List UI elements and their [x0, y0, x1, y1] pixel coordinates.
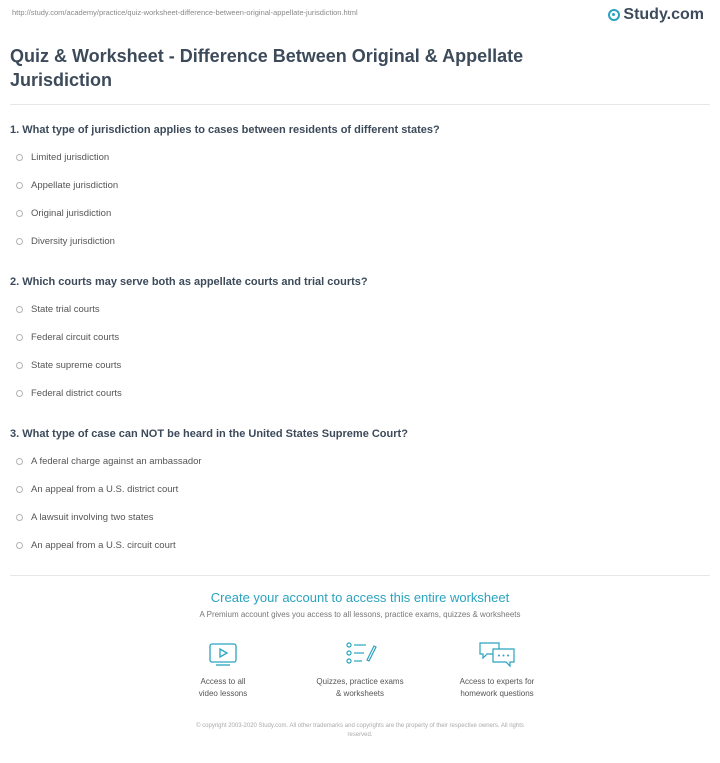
option-label: Diversity jurisdiction	[31, 236, 115, 247]
q3-option-3[interactable]	[16, 512, 154, 523]
feature-line: & worksheets	[335, 689, 385, 698]
option-label: Federal circuit courts	[31, 332, 120, 343]
study-logo[interactable]	[608, 6, 704, 24]
radio-button[interactable]	[16, 458, 23, 465]
feature-line: video lessons	[198, 689, 248, 698]
q2-option-1[interactable]	[16, 304, 100, 315]
option-label: A federal charge against an ambassador	[31, 456, 202, 467]
feature-quizzes	[300, 640, 420, 700]
radio-button[interactable]	[16, 306, 23, 313]
copyright-footer	[120, 722, 600, 740]
footer-line: © copyright 2003-2020 Study.com. All other trademarks and copyrights are the property of their respective owners. All rights	[196, 723, 524, 729]
q3-option-1[interactable]	[16, 456, 202, 467]
video-lesson-icon	[206, 640, 240, 668]
radio-button[interactable]	[16, 514, 23, 521]
divider	[10, 575, 710, 576]
footer-line: reserved.	[347, 732, 373, 738]
question-3: 3. What type of case can NOT be heard in the United States Supreme Court?	[10, 428, 408, 440]
q2-option-3[interactable]	[16, 360, 121, 371]
feature-line: homework questions	[460, 689, 534, 698]
option-label: Appellate jurisdiction	[31, 180, 119, 191]
q2-option-2[interactable]	[16, 332, 119, 343]
q1-option-1[interactable]	[16, 152, 109, 163]
option-label: An appeal from a U.S. circuit court	[31, 540, 176, 551]
radio-button[interactable]	[16, 238, 23, 245]
question-2: 2. Which courts may serve both as appellate courts and trial courts?	[10, 276, 368, 288]
q1-option-4[interactable]	[16, 236, 115, 247]
logo-text: Study.com	[623, 6, 704, 23]
radio-button[interactable]	[16, 182, 23, 189]
page-title: Quiz & Worksheet - Difference Between Original & Appellate Jurisdiction	[10, 46, 524, 90]
q2-option-4[interactable]	[16, 388, 122, 399]
study-logo-icon	[608, 9, 620, 21]
question-1: 1. What type of jurisdiction applies to cases between residents of different states?	[10, 124, 440, 136]
radio-button[interactable]	[16, 154, 23, 161]
feature-video-lessons	[163, 640, 283, 700]
option-label: An appeal from a U.S. district court	[31, 484, 179, 495]
option-label: A lawsuit involving two states	[31, 512, 154, 523]
divider	[10, 104, 710, 105]
quiz-checklist-icon	[343, 640, 377, 668]
q1-option-2[interactable]	[16, 180, 118, 191]
radio-button[interactable]	[16, 334, 23, 341]
q1-option-3[interactable]	[16, 208, 111, 219]
cta-heading[interactable]: Create your account to access this entire worksheet	[210, 590, 510, 605]
radio-button[interactable]	[16, 210, 23, 217]
feature-line: Access to all	[200, 677, 246, 686]
cta-subheading: A Premium account gives you access to all lessons, practice exams, quizzes & worksheets	[199, 610, 521, 619]
chat-bubbles-icon	[477, 640, 517, 668]
q3-option-2[interactable]	[16, 484, 178, 495]
feature-line: Quizzes, practice exams	[316, 677, 404, 686]
radio-button[interactable]	[16, 390, 23, 397]
option-label: Limited jurisdiction	[31, 152, 110, 163]
radio-button[interactable]	[16, 542, 23, 549]
option-label: State supreme courts	[31, 360, 122, 371]
option-label: State trial courts	[31, 304, 100, 315]
radio-button[interactable]	[16, 486, 23, 493]
feature-experts	[437, 640, 557, 700]
option-label: Federal district courts	[31, 388, 122, 399]
option-label: Original jurisdiction	[31, 208, 112, 219]
radio-button[interactable]	[16, 362, 23, 369]
q3-option-4[interactable]	[16, 540, 176, 551]
feature-line: Access to experts for	[459, 677, 535, 686]
page-url: http://study.com/academy/practice/quiz-worksheet-difference-between-original-appellate-jurisdiction.html	[12, 8, 358, 17]
